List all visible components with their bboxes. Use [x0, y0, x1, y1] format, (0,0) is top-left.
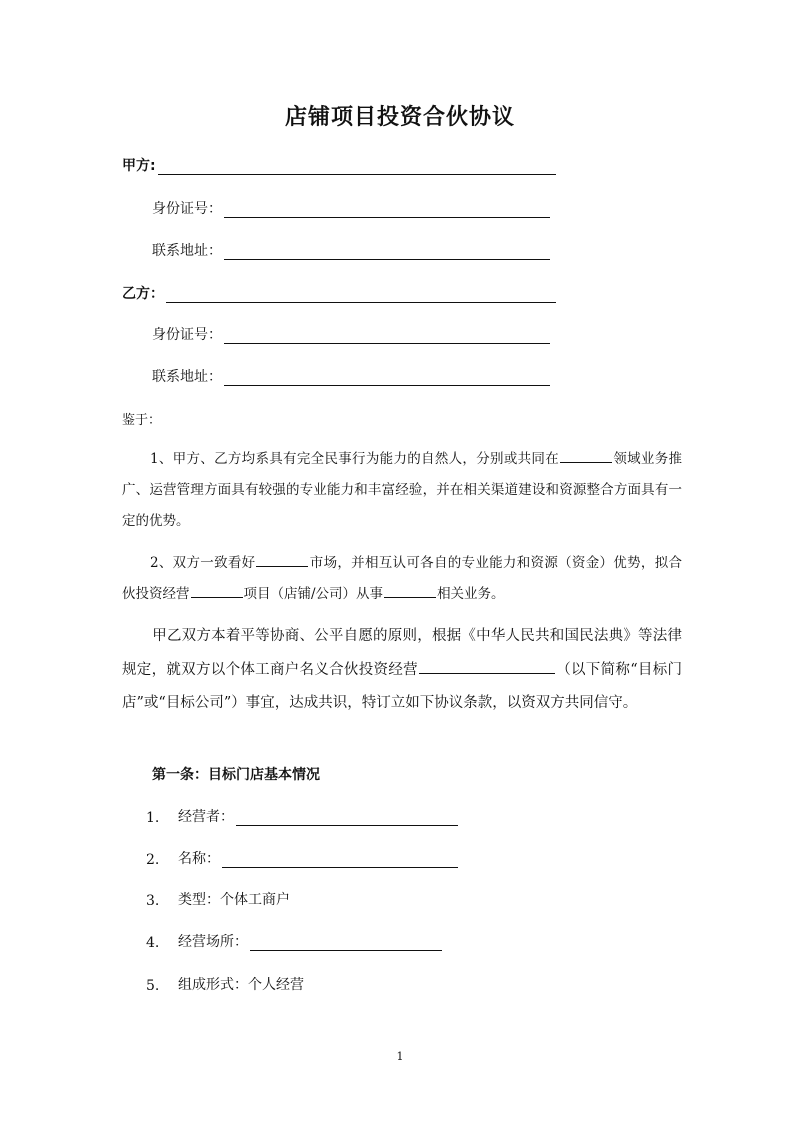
item-label: 经营者： [178, 809, 234, 825]
page-number: 1 [396, 1050, 404, 1063]
article-1-item-3 [146, 889, 290, 909]
document-title: 店铺项目投资合伙协议 [284, 105, 515, 130]
item-blank [250, 934, 442, 951]
clause-2-blank-market [256, 552, 308, 567]
agreement-paragraph [122, 620, 682, 721]
party-a-id-blank [224, 201, 550, 218]
party-b-address-blank [224, 369, 550, 386]
party-a-address-line [152, 240, 550, 260]
party-a-address-label: 联系地址： [152, 243, 222, 259]
item-number: 2. [146, 852, 160, 868]
party-b-address-label: 联系地址： [152, 369, 222, 385]
party-b-line [122, 283, 556, 303]
clause-2-text-d: 相关业务。 [437, 586, 505, 602]
item-label: 名称： [178, 851, 220, 867]
item-number: 5. [146, 978, 160, 994]
clause-1 [122, 444, 682, 537]
clause-1-text-b: 领域业务推广、运营管理方面具有较强的专业能力和丰富经验，并在相关渠道建设和资源整合方面具有一定的优势。 [122, 451, 683, 529]
party-b-label: 乙方： [122, 286, 164, 302]
clause-2-text-b: 市场，并相互认可各自的专业能力和资源（资金）优势，拟合伙投资经营 [122, 555, 682, 602]
whereas-label: 鉴于： [122, 413, 162, 428]
agreement-text-a: 甲乙双方本着平等协商、公平自愿的原则，根据《中华人民共和国民法典》等法律规定，就双方以个体工商户名义合伙投资经营 [122, 628, 682, 678]
clause-2 [122, 548, 682, 610]
party-a-id-line [152, 198, 550, 218]
party-b-id-line [152, 324, 550, 344]
clause-2-blank-project [191, 583, 243, 598]
item-number: 3. [146, 893, 160, 909]
clause-2-text-a: 2、双方一致看好 [150, 555, 256, 571]
clause-2-blank-business [384, 583, 436, 598]
party-b-address-line [152, 366, 550, 386]
article-1-item-1 [146, 806, 458, 826]
party-a-id-label: 身份证号： [152, 201, 222, 217]
party-a-label: 甲方: [122, 158, 156, 174]
article-1-item-2 [146, 848, 458, 868]
item-label: 组成形式：个人经营 [178, 977, 304, 993]
item-blank [236, 809, 458, 826]
article-1-item-4 [146, 931, 442, 951]
agreement-text-b: （以下简称“目标门店”或“目标公司”）事宜，达成共识，特订立如下协议条款，以资双方共同信守。 [122, 661, 682, 711]
item-label: 类型：个体工商户 [178, 892, 290, 908]
party-a-blank [158, 158, 556, 175]
item-number: 1. [146, 810, 160, 826]
item-blank [222, 851, 458, 868]
article-1-heading: 第一条：目标门店基本情况 [152, 767, 320, 783]
clause-2-text-c: 项目（店铺/公司）从事 [243, 586, 384, 602]
party-a-address-blank [224, 243, 550, 260]
clause-1-text-a: 1、甲方、乙方均系具有完全民事行为能力的自然人，分别或共同在 [150, 451, 560, 467]
party-a-line [122, 155, 556, 175]
agreement-blank-store [419, 659, 555, 674]
party-b-id-label: 身份证号： [152, 327, 222, 343]
item-label: 经营场所： [178, 934, 248, 950]
clause-1-blank [560, 448, 612, 463]
item-number: 4. [146, 935, 160, 951]
party-b-blank [166, 286, 556, 303]
article-1-item-5 [146, 974, 304, 994]
party-b-id-blank [224, 327, 550, 344]
